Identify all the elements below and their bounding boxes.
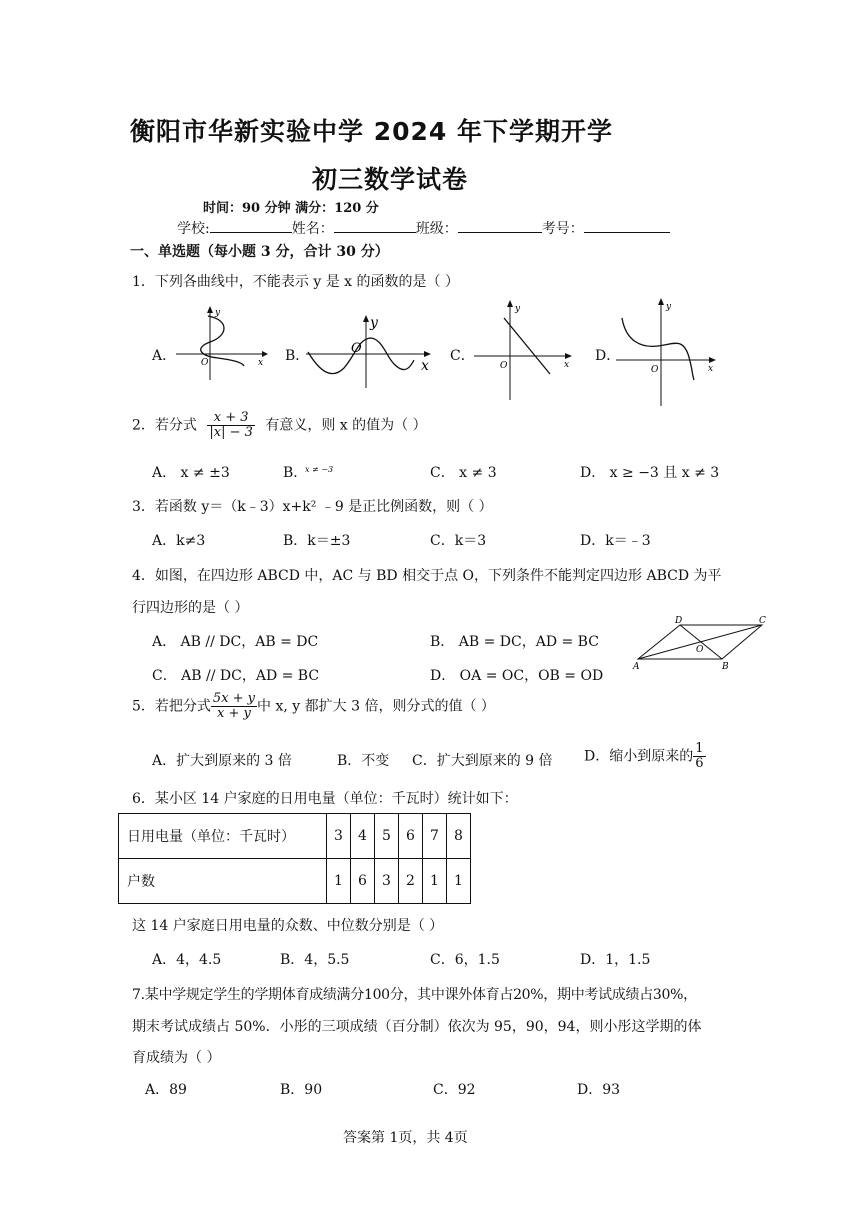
q7-stem-line2: 期末考试成绩占 50%．小彤的三项成绩（百分制）依次为 95，90，94，则小彤这学期的体 [132, 1019, 702, 1035]
table-cell: 4 [351, 814, 375, 859]
q7-option-a: A．89 [145, 1082, 187, 1098]
title-line-2: 初三数学试卷 [312, 165, 469, 194]
q5-suffix: 中 x, y 都扩大 3 倍，则分式的值（ ） [257, 698, 495, 715]
q7-option-c: C．92 [433, 1082, 476, 1098]
q2-numerator: x + 3 [207, 411, 255, 426]
q3-stem: 3．若函数 y＝（k﹣3）x+k² ﹣9 是正比例函数，则（ ） [132, 499, 493, 515]
q7-stem-line3: 育成绩为（ ） [132, 1050, 221, 1066]
q3-option-a: A．k≠3 [152, 533, 206, 549]
q6-option-b: B．4，5.5 [280, 952, 350, 968]
q6-option-c: C．6，1.5 [430, 952, 500, 968]
table-cell: 3 [327, 814, 351, 859]
q4-point-b: B [722, 662, 729, 672]
q5-option-d-fraction [693, 742, 705, 771]
id-blank[interactable] [584, 219, 670, 233]
q1c-y-label: y [515, 304, 521, 314]
table-row [119, 859, 471, 904]
q4-point-c: C [759, 616, 766, 626]
q1-option-b-label: B． [285, 348, 310, 364]
q6-option-d: D．1，1.5 [580, 952, 651, 968]
q4-option-a: A． AB // DC，AB = DC [152, 634, 319, 650]
page-footer: 答案第 1页，共 4页 [343, 1130, 468, 1146]
q1-graph-d [612, 294, 722, 409]
q5-fraction [211, 692, 257, 721]
q1a-x-label: x [258, 358, 264, 368]
q1-graph-b [302, 312, 434, 390]
table-cell: 6 [351, 859, 375, 904]
q2-option-b-label: B． [283, 465, 308, 481]
electricity-table [118, 813, 471, 904]
school-blank[interactable] [210, 219, 292, 233]
table-cell: 户数 [119, 859, 327, 904]
q4-point-a: A [633, 662, 640, 672]
table-cell: 2 [399, 859, 423, 904]
q6-followup: 这 14 户家庭日用电量的众数、中位数分别是（ ） [132, 918, 444, 934]
table-cell: 6 [399, 814, 423, 859]
q5-option-d-text: D．缩小到原来的 [584, 748, 694, 765]
q2-option-d: D． x ≥ −3 且 x ≠ 3 [580, 465, 720, 481]
q5-option-d-den: 6 [695, 756, 704, 771]
q4-parallelogram-figure [630, 612, 770, 672]
field-name-label: 姓名： [291, 221, 334, 237]
q4-option-b: B． AB = DC，AD = BC [430, 634, 599, 650]
student-fields [177, 218, 670, 238]
q1a-origin: O [201, 358, 209, 368]
q6-stem: 6．某小区 14 户家庭的日用电量（单位：千瓦时）统计如下： [132, 791, 518, 807]
q3-option-c: C．k＝3 [430, 533, 487, 549]
q5-option-b: B．不变 [337, 753, 390, 769]
table-row [119, 814, 471, 859]
q6-option-a: A．4，4.5 [152, 952, 222, 968]
q2-suffix: 有意义，则 x 的值为（ ） [265, 417, 427, 434]
q1d-y-label: y [666, 302, 672, 312]
q7-stem-line1: 7.某中学规定学生的学期体育成绩满分100分，其中课外体育占20%，期中考试成绩占30%， [132, 987, 697, 1003]
q4-point-o: O [696, 645, 704, 655]
q1d-origin: O [651, 365, 659, 375]
q4-option-d: D． OA = OC，OB = OD [430, 668, 604, 684]
q3-option-b: B．k＝±3 [283, 533, 351, 549]
q5-option-d [584, 742, 706, 771]
q5-option-d-num: 1 [695, 741, 704, 756]
q1-option-a-label: A． [152, 348, 177, 364]
field-class-label: 班级： [415, 221, 458, 237]
class-blank[interactable] [458, 219, 542, 233]
q2-fraction [207, 411, 255, 440]
q4-option-c: C． AB // DC，AD = BC [152, 668, 320, 684]
q1-option-c-label: C． [450, 348, 475, 364]
field-id-label: 考号： [541, 221, 584, 237]
table-cell: 5 [375, 814, 399, 859]
table-cell: 日用电量（单位：千瓦时） [119, 814, 327, 859]
q7-option-b: B．90 [280, 1082, 323, 1098]
q3-option-d: D．k＝﹣3 [580, 533, 651, 549]
q4-stem-line2: 行四边形的是（ ） [132, 600, 249, 616]
field-school-label: 学校: [177, 221, 210, 237]
section-heading: 一、单选题（每小题 3 分，合计 30 分） [130, 244, 389, 260]
q1c-origin: O [500, 361, 508, 371]
q7-option-d: D．93 [577, 1082, 621, 1098]
q5-numerator: 5x + y [212, 691, 256, 706]
q4-point-d: D [675, 616, 683, 626]
table-cell: 8 [447, 814, 471, 859]
q4-stem-line1: 4．如图，在四边形 ABCD 中，AC 与 BD 相交于点 O，下列条件不能判定四边形 ABCD 为平 [132, 568, 722, 584]
q1-graph-c [470, 296, 578, 406]
name-blank[interactable] [334, 219, 416, 233]
q1d-x-label: x [708, 364, 714, 374]
q5-denominator: x + y [217, 706, 251, 721]
q2-stem [132, 411, 427, 440]
q5-prefix: 5．若把分式 [132, 698, 211, 715]
q1-option-d-label: D． [595, 348, 621, 364]
q1a-y-label: y [215, 308, 221, 318]
q1-stem: 1．下列各曲线中，不能表示 y 是 x 的函数的是（ ） [132, 274, 459, 290]
q2-option-c: C． x ≠ 3 [430, 465, 497, 481]
q1c-line [504, 318, 550, 374]
q1b-origin: O [351, 341, 362, 356]
table-cell: 7 [423, 814, 447, 859]
q1-graph-a [170, 302, 270, 382]
q1b-x-label: x [421, 358, 429, 374]
q2-denominator: |x| − 3 [209, 425, 253, 440]
table-cell: 3 [375, 859, 399, 904]
q1c-x-label: x [564, 360, 570, 370]
q2-option-b-value: x ≠ −3 [305, 465, 334, 474]
exam-meta: 时间：90 分钟 满分：120 分 [203, 201, 379, 216]
table-cell: 1 [327, 859, 351, 904]
q2-prefix: 2．若分式 [132, 417, 197, 434]
table-cell: 1 [447, 859, 471, 904]
q1b-y-label: y [370, 315, 378, 331]
q5-option-a: A．扩大到原来的 3 倍 [152, 753, 292, 769]
title-line-1: 衡阳市华新实验中学 2024 年下学期开学 [130, 117, 613, 146]
q5-option-c: C．扩大到原来的 9 倍 [412, 753, 553, 769]
q2-option-a: A． x ≠ ±3 [152, 465, 230, 481]
q5-stem [132, 692, 495, 721]
table-cell: 1 [423, 859, 447, 904]
